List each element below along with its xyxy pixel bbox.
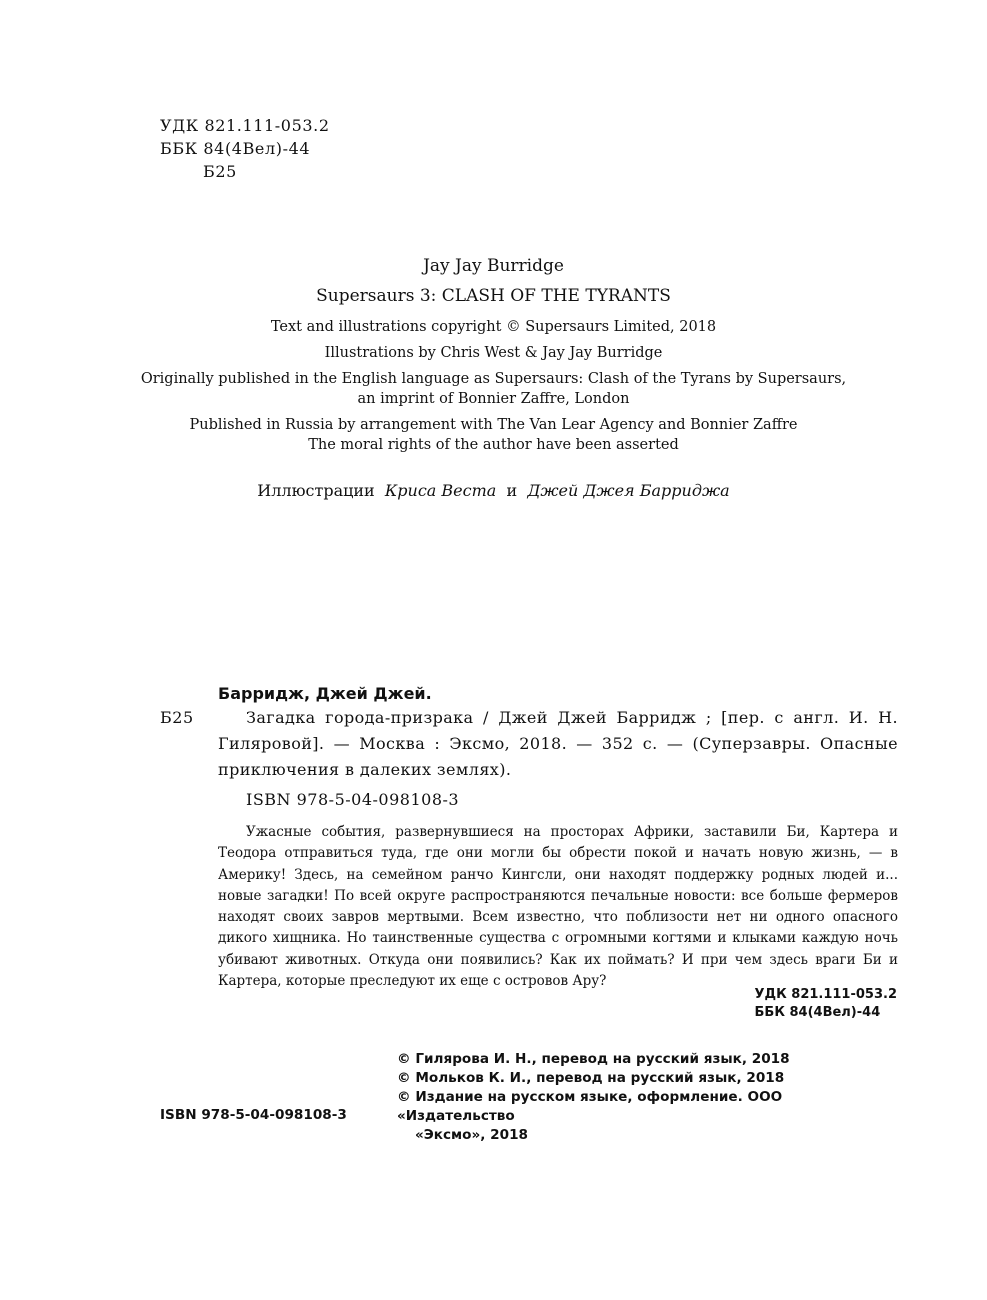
author-mark: Б25 xyxy=(203,162,237,181)
bib-isbn: ISBN 978-5-04-098108-3 xyxy=(246,790,460,809)
copyright-line1: © Гилярова И. Н., перевод на русский язык, 2018 xyxy=(397,1051,790,1067)
annotation-bbk: ББК 84(4Вел)-44 xyxy=(754,1005,881,1020)
credit-title: Supersaurs 3: CLASH OF THE TYRANTS xyxy=(316,286,671,306)
credit-published-line2: The moral rights of the author have been asserted xyxy=(308,437,679,453)
annotation-text: Ужасные события, развернувшиеся на просторах Африки, заставили Би, Картера и Теодора отправиться туда, где они могли бы обрести покой и начать новую жизнь, — в Америку! Здесь, на семейном ранчо Кингсли, они находят поддержку родных людей и... новые загадки! По всей округе распространяются печальные новости: все больше фермеров находят своих завров мертвыми. Всем известно, что поблизости нет ни одного опасного дикого хищника. Но таинственные существа с огромными когтями и клыками каждую ночь убивают животных. Откуда они появились? Как их поймать? И при чем здесь враги Би и Картера, которые преследуют их еще с островов Ару? xyxy=(218,824,898,990)
russian-illustrations-line xyxy=(0,481,987,500)
illus-name2: Джей Джея Барриджа xyxy=(527,481,730,500)
bbk-code: ББК 84(4Вел)-44 xyxy=(160,139,311,158)
bib-author: Барридж, Джей Джей. xyxy=(218,684,432,703)
credit-illustrations: Illustrations by Chris West & Jay Jay Burridge xyxy=(324,345,663,361)
annotation-udk: УДК 821.111-053.2 xyxy=(754,987,897,1002)
copyright-block xyxy=(397,1050,902,1145)
credit-original-line1: Originally published in the English language as Supersaurs: Clash of the Tyrans by Supersaurs, xyxy=(140,371,847,387)
annotation xyxy=(218,822,898,992)
bib-code: Б25 xyxy=(160,708,194,727)
illus-conj: и xyxy=(506,481,518,500)
copyright-line3: © Издание на русском языке, оформление. ООО «Издательство xyxy=(397,1089,783,1124)
annotation-codes xyxy=(755,986,897,1022)
credit-published-line1: Published in Russia by arrangement with The Van Lear Agency and Bonnier Zaffre xyxy=(189,417,798,433)
copyright-line3-cont: «Эксмо», 2018 xyxy=(415,1127,529,1143)
udk-code: УДК 821.111-053.2 xyxy=(160,116,330,135)
illus-label: Иллюстрации xyxy=(257,481,375,500)
credit-copyright: Text and illustrations copyright © Supersaurs Limited, 2018 xyxy=(270,319,717,335)
credit-author: Jay Jay Burridge xyxy=(423,256,564,276)
illus-name1: Криса Веста xyxy=(384,481,497,500)
classification-block xyxy=(160,114,330,183)
copyright-line2: © Мольков К. И., перевод на русский язык, 2018 xyxy=(397,1070,785,1086)
credit-original-line2: an imprint of Bonnier Zaffre, London xyxy=(357,391,630,407)
isbn-bottom: ISBN 978-5-04-098108-3 xyxy=(160,1107,347,1123)
bib-body-text: Загадка города-призрака / Джей Джей Барридж ; [пер. с англ. И. Н. Гиляровой]. — Москва : Эксмо, 2018. — 352 с. — (Суперзавры. Опасные приключения в далеких землях). xyxy=(218,708,898,779)
bib-description xyxy=(218,705,898,783)
